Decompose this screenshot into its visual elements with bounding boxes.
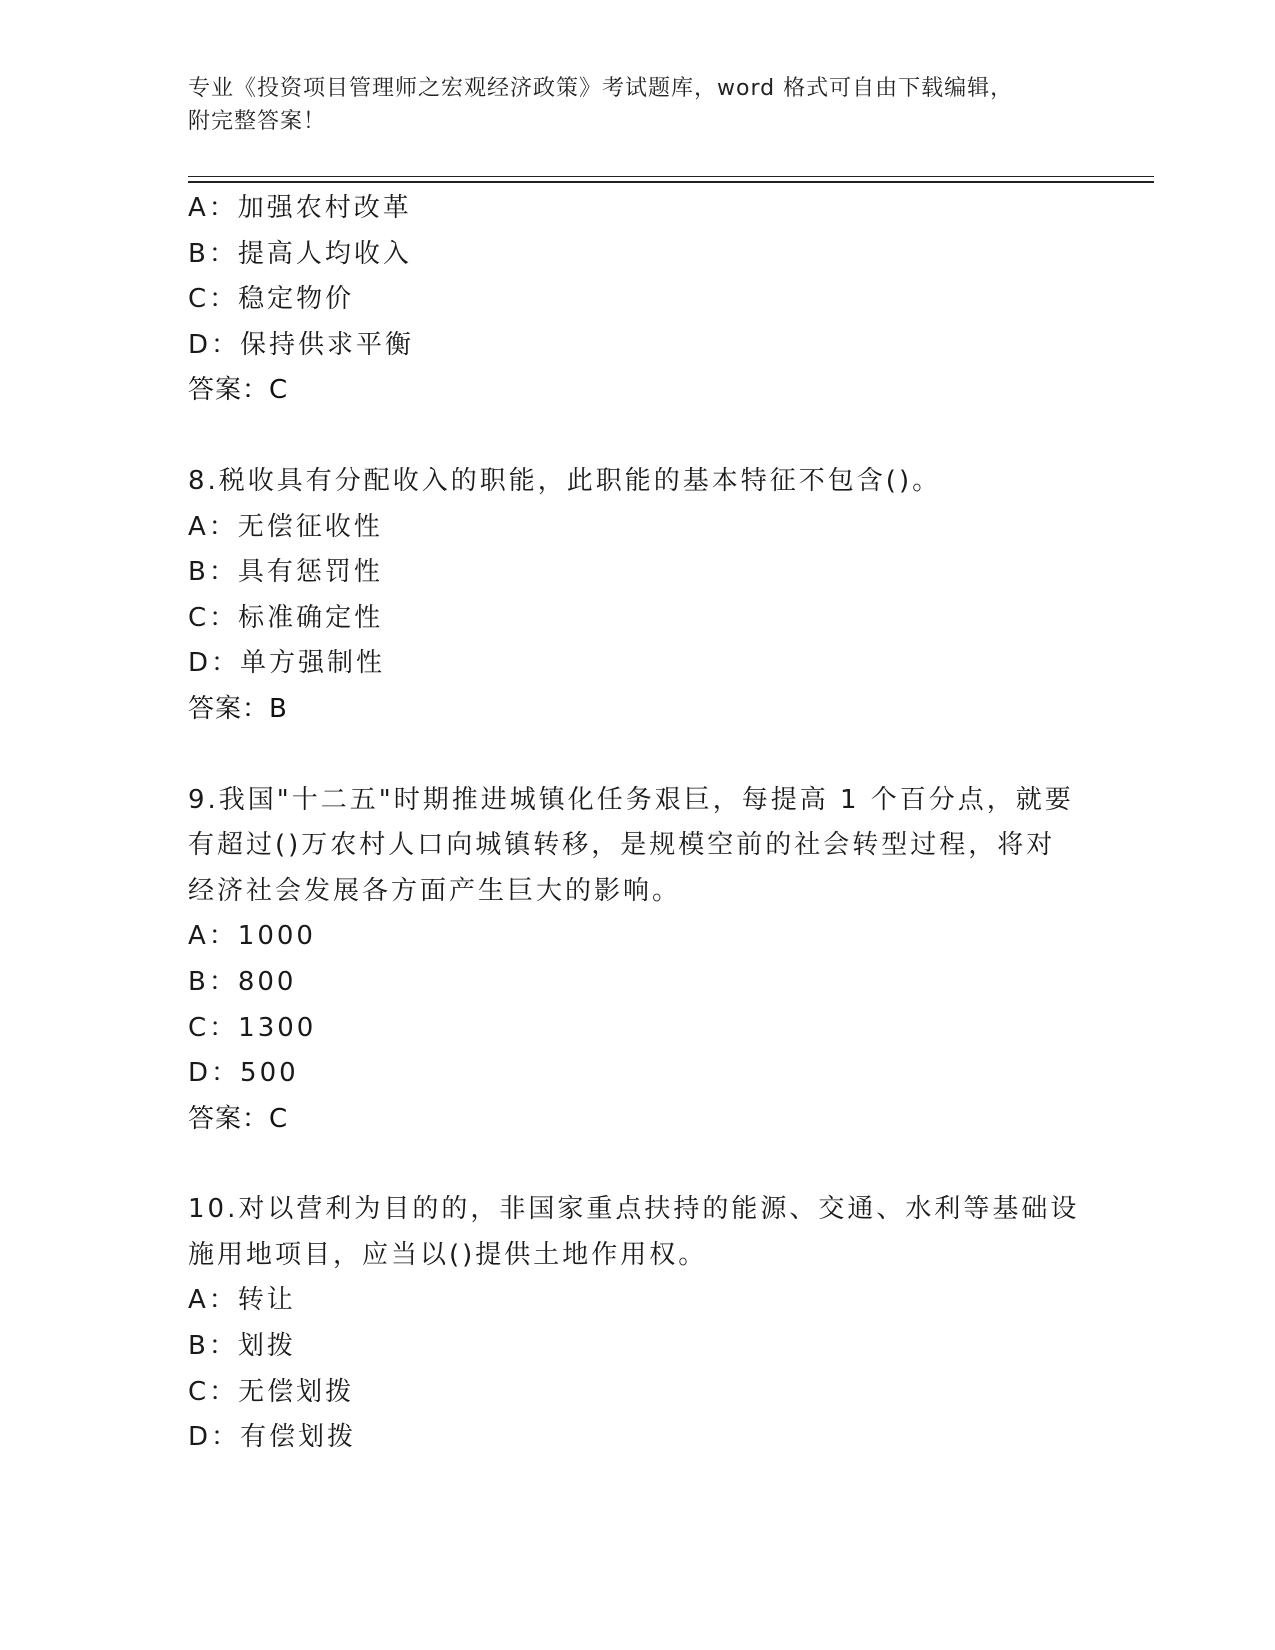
option-a: A：转让 <box>188 1285 296 1316</box>
option-d: D：500 <box>188 1058 299 1089</box>
question-7 <box>188 186 1088 414</box>
header-line-1: 专业《投资项目管理师之宏观经济政策》考试题库，word 格式可自由下载编辑， <box>188 76 1014 101</box>
question-10 <box>188 1187 1088 1461</box>
stem-line: 10.对以营利为目的的，非国家重点扶持的能源、交通、水利等基础设 <box>188 1194 1080 1225</box>
question-9 <box>188 778 1088 1143</box>
option-b: B：提高人均收入 <box>188 238 412 269</box>
option-a: A：无偿征收性 <box>188 511 383 542</box>
stem-line: 有超过()万农村人口向城镇转移，是规模空前的社会转型过程，将对 <box>188 830 1056 861</box>
answer-line: 答案：C <box>188 375 289 406</box>
option-d: D：单方强制性 <box>188 648 386 679</box>
option-d: D：保持供求平衡 <box>188 329 415 360</box>
stem-line: 经济社会发展各方面产生巨大的影响。 <box>188 875 682 906</box>
answer-line: 答案：B <box>188 693 288 724</box>
option-b: B：800 <box>188 966 297 997</box>
stem-line: 施用地项目，应当以()提供土地作用权。 <box>188 1239 708 1270</box>
question-stem <box>188 778 1088 915</box>
option-c: C：1300 <box>188 1012 317 1043</box>
header-line-2: 附完整答案！ <box>188 109 327 134</box>
option-b: B：具有惩罚性 <box>188 557 383 588</box>
option-d: D：有偿划拨 <box>188 1422 357 1453</box>
stem-line: 8.税收具有分配收入的职能，此职能的基本特征不包含()。 <box>188 465 942 496</box>
answer-line: 答案：C <box>188 1103 289 1134</box>
option-a: A：加强农村改革 <box>188 193 412 223</box>
document-header <box>188 72 1088 138</box>
stem-line: 9.我国"十二五"时期推进城镇化任务艰巨，每提高 1 个百分点，就要 <box>188 784 1074 815</box>
question-list <box>188 186 1088 1461</box>
option-a: A：1000 <box>188 921 316 952</box>
question-stem <box>188 459 1088 505</box>
option-c: C：标准确定性 <box>188 602 384 633</box>
header-rule-thick <box>188 181 1154 183</box>
question-stem <box>188 1187 1088 1278</box>
option-c: C：稳定物价 <box>188 284 355 315</box>
option-c: C：无偿划拨 <box>188 1376 355 1407</box>
question-8 <box>188 459 1088 733</box>
header-rule-thin <box>188 176 1154 177</box>
option-b: B：划拨 <box>188 1331 296 1362</box>
